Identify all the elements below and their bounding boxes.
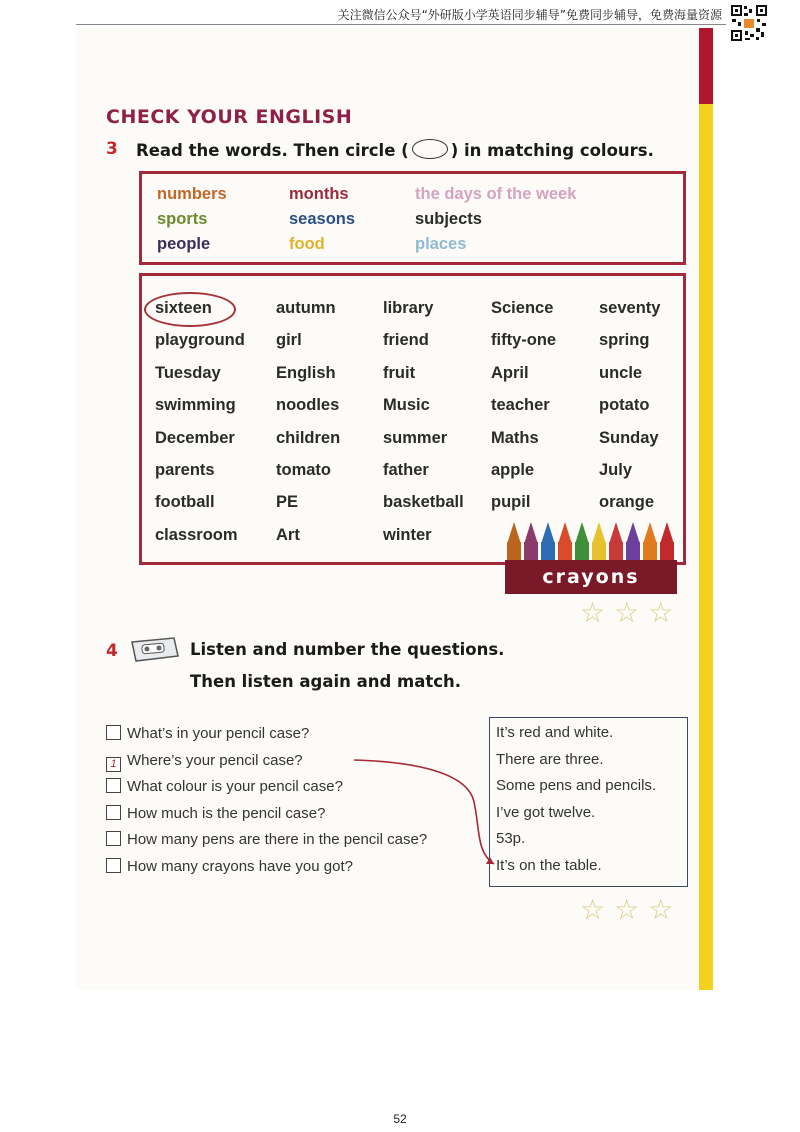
category-food: food	[289, 235, 325, 253]
word-noodles[interactable]: noodles	[276, 396, 340, 415]
word-science[interactable]: Science	[491, 299, 554, 317]
qr-code-icon	[730, 4, 768, 42]
number-checkbox[interactable]	[106, 778, 121, 793]
instruction-part-1: Read the words. Then circle (	[136, 141, 409, 160]
number-checkbox[interactable]: 1	[106, 757, 121, 772]
number-checkbox[interactable]	[106, 725, 121, 740]
word-autumn[interactable]: autumn	[276, 299, 336, 317]
rating-stars-3: ☆☆☆	[580, 597, 683, 628]
word-potato[interactable]: potato	[599, 396, 650, 415]
exercise-4-instruction-line-1: Listen and number the questions.	[190, 640, 505, 659]
category-months: months	[289, 185, 349, 203]
word-teacher[interactable]: teacher	[491, 396, 550, 415]
word-july[interactable]: July	[599, 461, 633, 479]
crayons-label: crayons	[505, 560, 677, 594]
answer-item[interactable]: I’ve got twelve.	[496, 803, 596, 821]
word-tomato[interactable]: tomato	[276, 461, 331, 479]
answer-item[interactable]: 53p.	[496, 830, 526, 848]
question-text: Where’s your pencil case?	[127, 751, 303, 769]
exercise-4-number: 4	[106, 641, 118, 661]
word-english[interactable]: English	[276, 363, 336, 382]
word-maths[interactable]: Maths	[491, 428, 539, 447]
word-father[interactable]: father	[383, 461, 429, 479]
word-spring[interactable]: spring	[599, 331, 650, 350]
exercise-3-instruction	[136, 139, 654, 160]
category-the-days-of-the-week: the days of the week	[415, 185, 577, 203]
answer-item[interactable]: It’s on the table.	[496, 857, 602, 874]
question-item	[106, 752, 303, 772]
word-pe[interactable]: PE	[276, 493, 299, 512]
word-fruit[interactable]: fruit	[383, 363, 416, 382]
number-checkbox[interactable]	[106, 805, 121, 820]
category-sports: sports	[157, 210, 208, 228]
question-text: What colour is your pencil case?	[127, 778, 343, 796]
word-parents[interactable]: parents	[155, 461, 215, 479]
side-band-yellow	[699, 104, 713, 990]
header-rule	[76, 24, 726, 25]
word-library[interactable]: library	[383, 299, 434, 317]
cassette-tape-icon	[128, 636, 180, 664]
question-text: How many crayons have you got?	[127, 858, 353, 875]
page-number: 52	[393, 1112, 407, 1126]
exercise-4-instruction-line-2: Then listen again and match.	[190, 672, 462, 691]
word-apple[interactable]: apple	[491, 461, 535, 479]
side-band-red	[699, 28, 713, 104]
word-art[interactable]: Art	[276, 525, 300, 544]
word-playground[interactable]: playground	[155, 331, 245, 350]
question-item	[106, 725, 309, 742]
question-item	[106, 858, 353, 875]
exercise-3-number: 3	[106, 139, 118, 159]
word-winter[interactable]: winter	[383, 525, 432, 544]
category-places: places	[415, 235, 467, 253]
word-summer[interactable]: summer	[383, 428, 448, 447]
oval-icon	[412, 139, 448, 159]
number-checkbox[interactable]	[106, 858, 121, 873]
example-circle	[144, 292, 236, 327]
question-item	[106, 805, 325, 822]
word-sixteen[interactable]: sixteen	[155, 299, 212, 317]
word-swimming[interactable]: swimming	[155, 396, 236, 415]
word-fifty-one[interactable]: fifty-one	[491, 331, 557, 350]
answer-item[interactable]: It’s red and white.	[496, 724, 614, 741]
match-line	[350, 752, 500, 870]
question-text: How much is the pencil case?	[127, 804, 326, 822]
instruction-part-2: ) in matching colours.	[450, 141, 654, 160]
rating-stars-4: ☆☆☆	[580, 894, 683, 925]
question-text: How many pens are there in the pencil case?	[127, 831, 428, 849]
answer-item[interactable]: There are three.	[496, 750, 604, 768]
category-numbers: numbers	[157, 185, 227, 203]
word-orange[interactable]: orange	[599, 493, 655, 512]
word-december[interactable]: December	[155, 428, 235, 447]
word-april[interactable]: April	[491, 363, 529, 382]
word-football[interactable]: football	[155, 493, 215, 512]
question-text: What’s in your pencil case?	[127, 725, 310, 742]
category-seasons: seasons	[289, 210, 356, 228]
word-classroom[interactable]: classroom	[155, 525, 238, 544]
word-seventy[interactable]: seventy	[599, 299, 661, 317]
word-friend[interactable]: friend	[383, 331, 429, 350]
category-subjects: subjects	[415, 210, 482, 228]
word-basketball[interactable]: basketball	[383, 493, 464, 512]
header-note: 关注微信公众号“外研版小学英语同步辅导”免费同步辅导，免费海量资源	[337, 8, 722, 22]
word-sunday[interactable]: Sunday	[599, 428, 659, 447]
word-tuesday[interactable]: Tuesday	[155, 363, 221, 382]
category-people: people	[157, 235, 211, 253]
number-checkbox[interactable]	[106, 831, 121, 846]
word-pupil[interactable]: pupil	[491, 493, 531, 512]
question-item	[106, 778, 343, 795]
section-heading: CHECK YOUR ENGLISH	[106, 106, 353, 128]
word-uncle[interactable]: uncle	[599, 363, 643, 382]
word-girl[interactable]: girl	[276, 331, 302, 350]
answer-item[interactable]: Some pens and pencils.	[496, 777, 657, 795]
word-music[interactable]: Music	[383, 396, 430, 415]
word-children[interactable]: children	[276, 428, 341, 447]
